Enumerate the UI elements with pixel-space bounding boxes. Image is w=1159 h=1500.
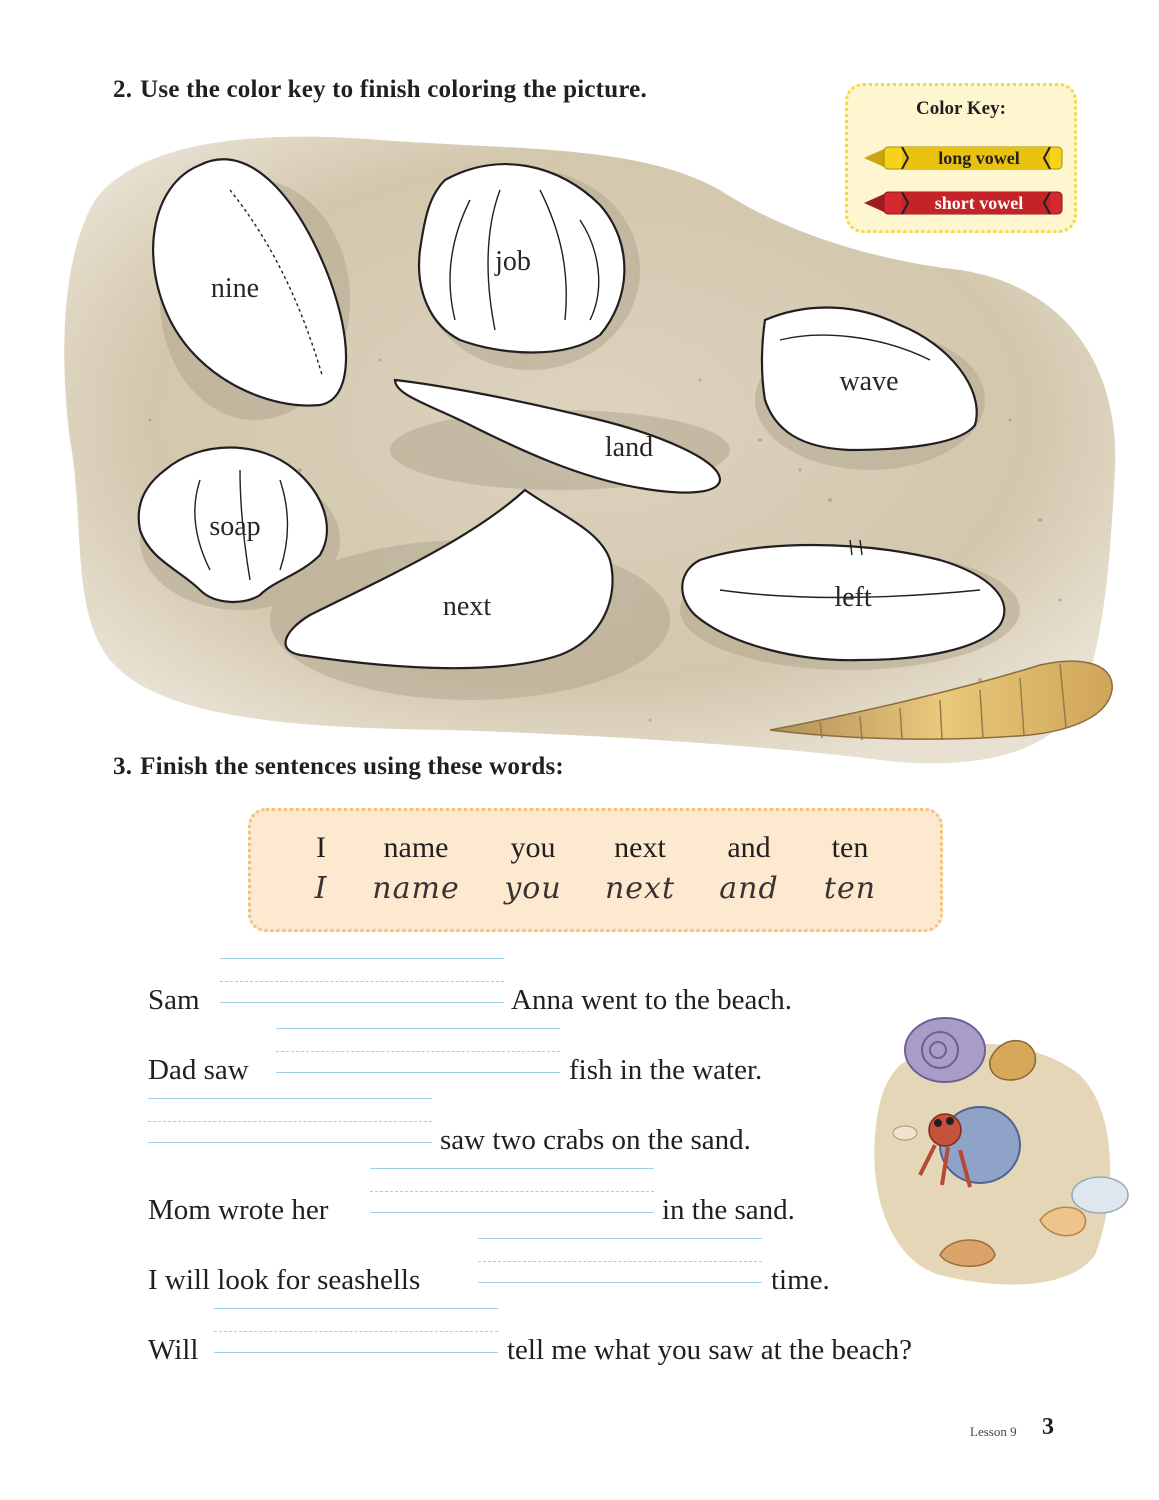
shell-word-job[interactable]: job	[495, 246, 531, 277]
word-bank-cursive-word: you	[504, 871, 562, 906]
answer-blank[interactable]	[478, 1238, 762, 1284]
sentence-after: Anna went to the beach.	[511, 984, 793, 1016]
sentence-after: in the sand.	[662, 1194, 795, 1226]
sentence-before: Will	[148, 1334, 199, 1366]
answer-blank[interactable]	[276, 1028, 560, 1074]
sentence-after: fish in the water.	[569, 1054, 763, 1086]
word-bank-cursive-word: name	[372, 871, 460, 906]
word-bank	[248, 808, 943, 932]
section-3-number: 3.	[113, 753, 133, 780]
word-bank-word[interactable]: you	[510, 831, 556, 864]
page-number: 3	[1042, 1414, 1054, 1440]
shell-word-nine[interactable]: nine	[210, 273, 260, 304]
word-bank-word[interactable]: and	[727, 831, 771, 864]
shell-word-wave[interactable]: wave	[839, 366, 899, 397]
long-vowel-label: long vowel	[938, 148, 1020, 168]
shell-word-next[interactable]: next	[442, 591, 492, 622]
word-bank-word[interactable]: ten	[831, 831, 869, 864]
crayon-short-vowel[interactable]	[862, 186, 1066, 220]
word-bank-word[interactable]: name	[383, 831, 449, 864]
crayon-long-vowel[interactable]	[862, 141, 1066, 175]
word-bank-cursive-word: next	[604, 871, 676, 906]
section-2-number: 2.	[113, 76, 133, 103]
sentence-after: time.	[771, 1264, 830, 1296]
word-bank-cursive-word: and	[719, 871, 779, 906]
short-vowel-label: short vowel	[934, 193, 1024, 213]
answer-blank[interactable]	[370, 1168, 654, 1214]
word-bank-word[interactable]: next	[614, 831, 666, 864]
color-key-title: Color Key:	[916, 98, 1006, 119]
lesson-label: Lesson 9	[970, 1424, 1017, 1439]
word-bank-cursive-word: ten	[823, 871, 877, 906]
sentence-after: tell me what you saw at the beach?	[507, 1334, 913, 1366]
shell-word-land[interactable]: land	[604, 432, 654, 463]
sentence-before: Mom wrote her	[148, 1194, 329, 1226]
answer-blank[interactable]	[148, 1098, 432, 1144]
shell-word-soap[interactable]: soap	[209, 511, 261, 542]
word-bank-cursive-word: I	[314, 871, 328, 906]
white-shell-icon	[1072, 1177, 1128, 1213]
sentence-before: I will look for seashells	[148, 1264, 421, 1296]
shell-word-left[interactable]: left	[834, 582, 872, 613]
spiral-shell-icon	[905, 1018, 985, 1082]
hermit-crab-illustration	[860, 1005, 1130, 1295]
section-3-instruction: Finish the sentences using these words:	[140, 753, 564, 780]
section-3-heading	[113, 753, 564, 781]
sentence-before: Dad saw	[148, 1054, 249, 1086]
sentence-before: Sam	[148, 984, 200, 1016]
answer-blank[interactable]	[220, 958, 504, 1004]
sentence-after: saw two crabs on the sand.	[440, 1124, 751, 1156]
answer-blank[interactable]	[214, 1308, 498, 1354]
word-bank-word[interactable]: I	[316, 831, 326, 864]
color-key	[845, 83, 1077, 233]
section-2-instruction: Use the color key to finish coloring the picture.	[140, 76, 647, 103]
